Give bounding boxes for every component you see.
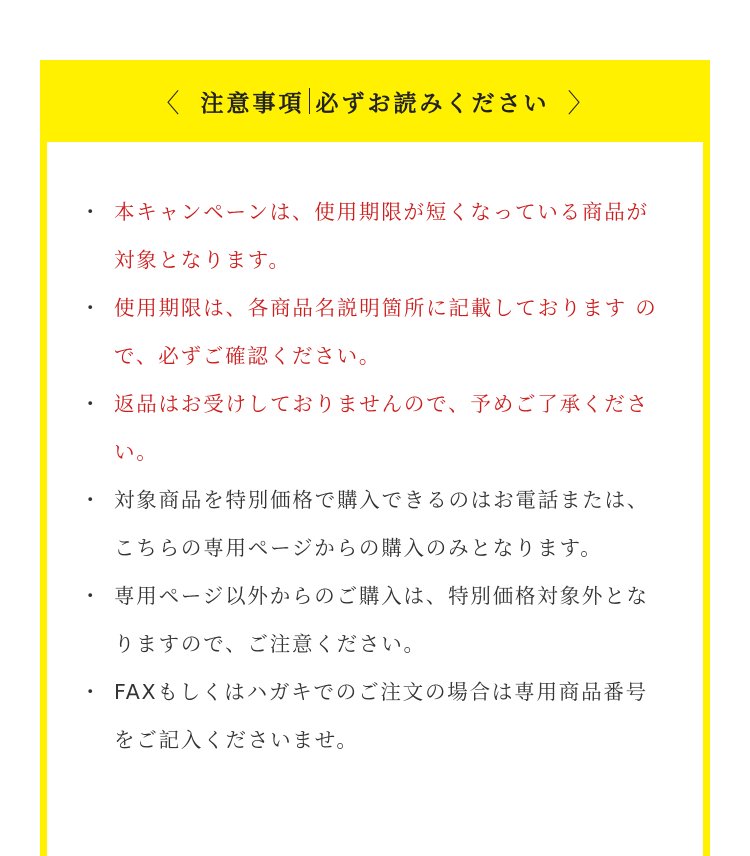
notice-list bbox=[80, 188, 663, 764]
notice-subtitle: 必ずお読みください bbox=[315, 90, 550, 117]
title-divider bbox=[309, 88, 310, 114]
bullet-icon: ・ bbox=[80, 296, 103, 320]
close-bracket: 〉 bbox=[567, 88, 597, 119]
notice-header bbox=[40, 60, 710, 142]
bullet-icon: ・ bbox=[80, 488, 103, 512]
notice-item bbox=[80, 572, 663, 668]
notice-item-text: FAXもしくはハガキでのご注文の場合は専用商品番号をご記入くださいませ。 bbox=[114, 680, 648, 752]
notice-item bbox=[80, 380, 663, 476]
notice-item-text: 本キャンペーンは、使用期限が短くなっている商品が対象となります。 bbox=[114, 200, 649, 272]
bullet-icon: ・ bbox=[80, 200, 103, 224]
notice-item bbox=[80, 188, 663, 284]
notice-title: 注意事項 bbox=[200, 90, 305, 117]
notice-item-text: 対象商品を特別価格で購入できるのはお電話または、こちらの専用ページからの購入のみとなります。 bbox=[114, 488, 650, 560]
notice-item-text: 専用ページ以外からのご購入は、特別価格対象外となりますので、ご注意ください。 bbox=[114, 584, 649, 656]
bullet-icon: ・ bbox=[80, 584, 103, 608]
open-bracket: 〈 bbox=[153, 88, 183, 119]
notice-body bbox=[47, 142, 703, 856]
bullet-icon: ・ bbox=[80, 680, 103, 704]
notice-item bbox=[80, 668, 663, 764]
notice-item bbox=[80, 284, 663, 380]
bullet-icon: ・ bbox=[80, 392, 103, 416]
notice-box bbox=[40, 60, 710, 856]
notice-item-text: 返品はお受けしておりませんので、予めご了承くださ い。 bbox=[114, 392, 649, 464]
notice-item bbox=[80, 476, 663, 572]
notice-item-text: 使用期限は、各商品名説明箇所に記載しております ので、必ずご確認ください。 bbox=[114, 296, 658, 368]
